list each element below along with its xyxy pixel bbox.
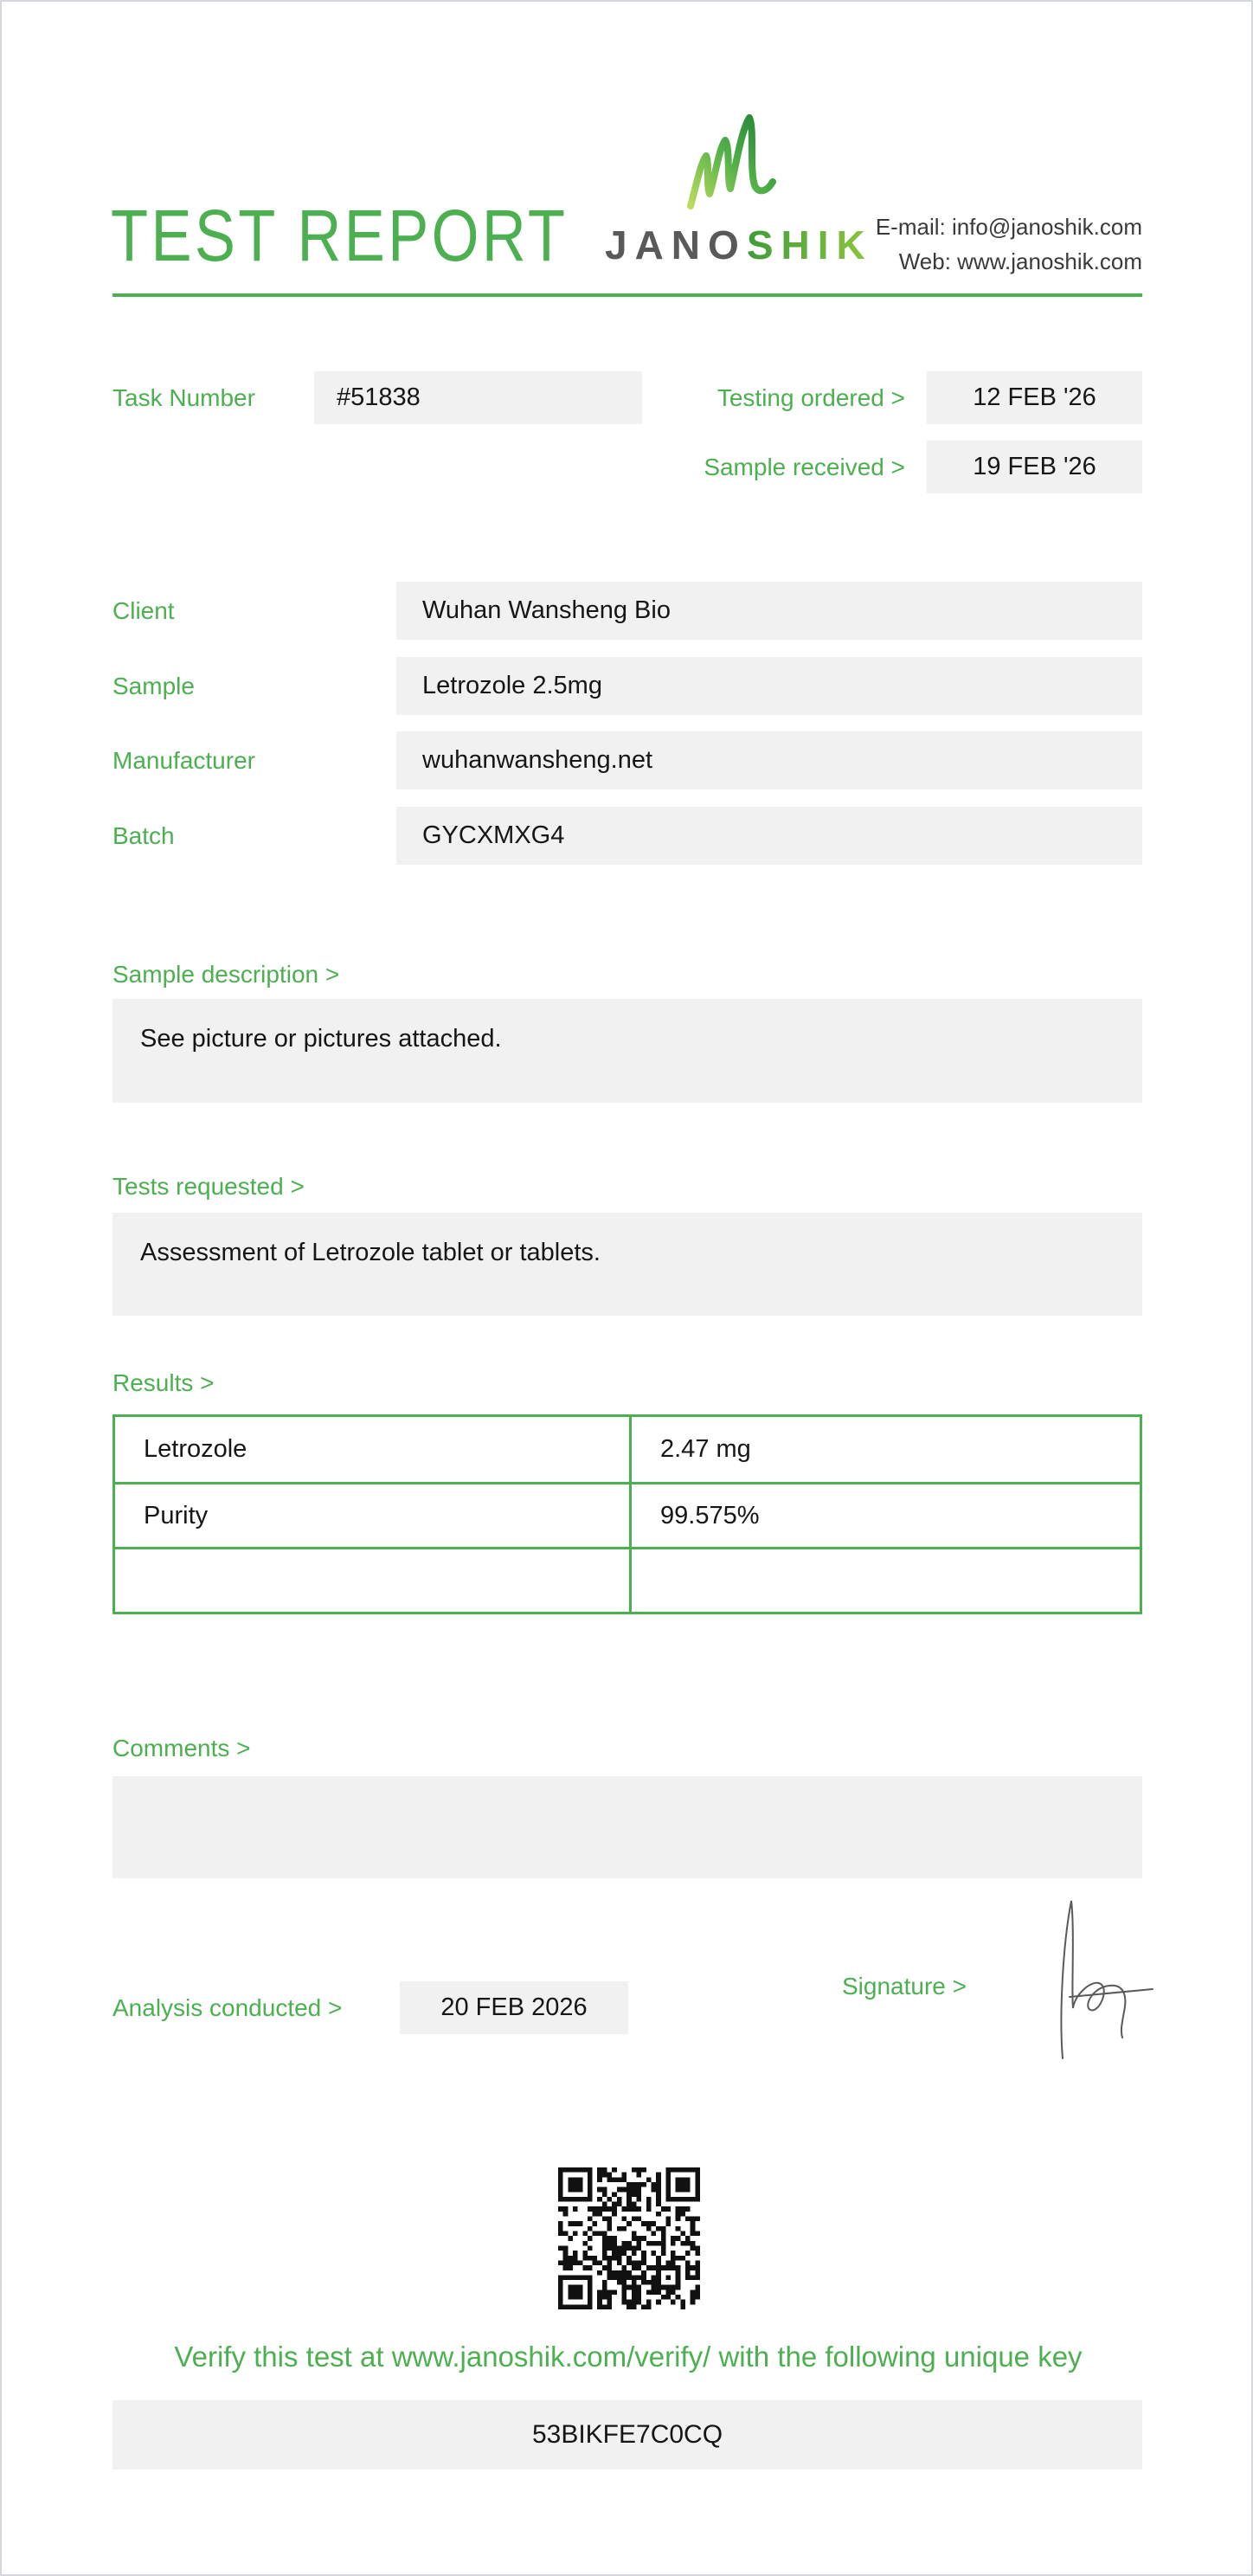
result-value-cell: 99.575% [629, 1482, 1140, 1547]
logo-jano: JANO [605, 222, 747, 267]
sample-label: Sample [112, 673, 195, 699]
tests-requested-text: Assessment of Letrozole tablet or tablets. [140, 1239, 601, 1266]
task-number-label: Task Number [112, 384, 255, 411]
sample-value: Letrozole 2.5mg [396, 657, 1142, 715]
sample-description-label: Sample description > [112, 961, 340, 988]
signature-mark [1042, 1896, 1156, 2062]
verify-text: Verify this test at www.janoshik.com/verify/ with the following unique key [174, 2341, 1083, 2373]
web-line: Web: www.janoshik.com [898, 248, 1142, 274]
signature-label: Signature > [842, 1973, 967, 2000]
manufacturer-value: wuhanwansheng.net [396, 731, 1142, 789]
result-name-cell [115, 1547, 629, 1612]
sample-description-text: See picture or pictures attached. [140, 1025, 502, 1053]
result-value-cell [629, 1547, 1140, 1612]
unique-key-value: 53BIKFE7C0CQ [112, 2400, 1142, 2470]
client-label: Client [112, 597, 175, 624]
result-name-cell: Letrozole [144, 1435, 247, 1463]
comments-box [112, 1776, 1142, 1878]
contact-block [867, 209, 1142, 279]
page-title: TEST REPORT [111, 195, 569, 276]
batch-label: Batch [112, 822, 175, 849]
comments-label: Comments > [112, 1735, 251, 1761]
tests-requested-label: Tests requested > [112, 1173, 305, 1200]
result-name-cell: Purity [115, 1482, 629, 1547]
logo-shik: SHIK [746, 222, 873, 267]
sample-received-value: 19 FEB '26 [927, 441, 1142, 493]
results-table [112, 1414, 1142, 1614]
task-number-value: #51838 [314, 371, 642, 424]
manufacturer-label: Manufacturer [112, 747, 255, 774]
logo-text [605, 222, 873, 267]
batch-value: GYCXMXG4 [396, 807, 1142, 865]
email-line: E-mail: info@janoshik.com [875, 214, 1142, 240]
analysis-conducted-label: Analysis conducted > [112, 1994, 343, 2021]
logo-squiggle-icon [684, 113, 781, 216]
sample-received-label: Sample received > [704, 454, 905, 480]
client-value: Wuhan Wansheng Bio [396, 582, 1142, 640]
tests-requested-box [112, 1213, 1142, 1316]
testing-ordered-label: Testing ordered > [716, 384, 905, 411]
results-label: Results > [112, 1369, 215, 1396]
header-rule [112, 293, 1142, 297]
testing-ordered-value: 12 FEB '26 [927, 371, 1142, 424]
analysis-date-value: 20 FEB 2026 [400, 1981, 628, 2034]
sample-description-box [112, 999, 1142, 1103]
result-value-cell: 2.47 mg [629, 1417, 1140, 1482]
qr-code [558, 2167, 700, 2309]
